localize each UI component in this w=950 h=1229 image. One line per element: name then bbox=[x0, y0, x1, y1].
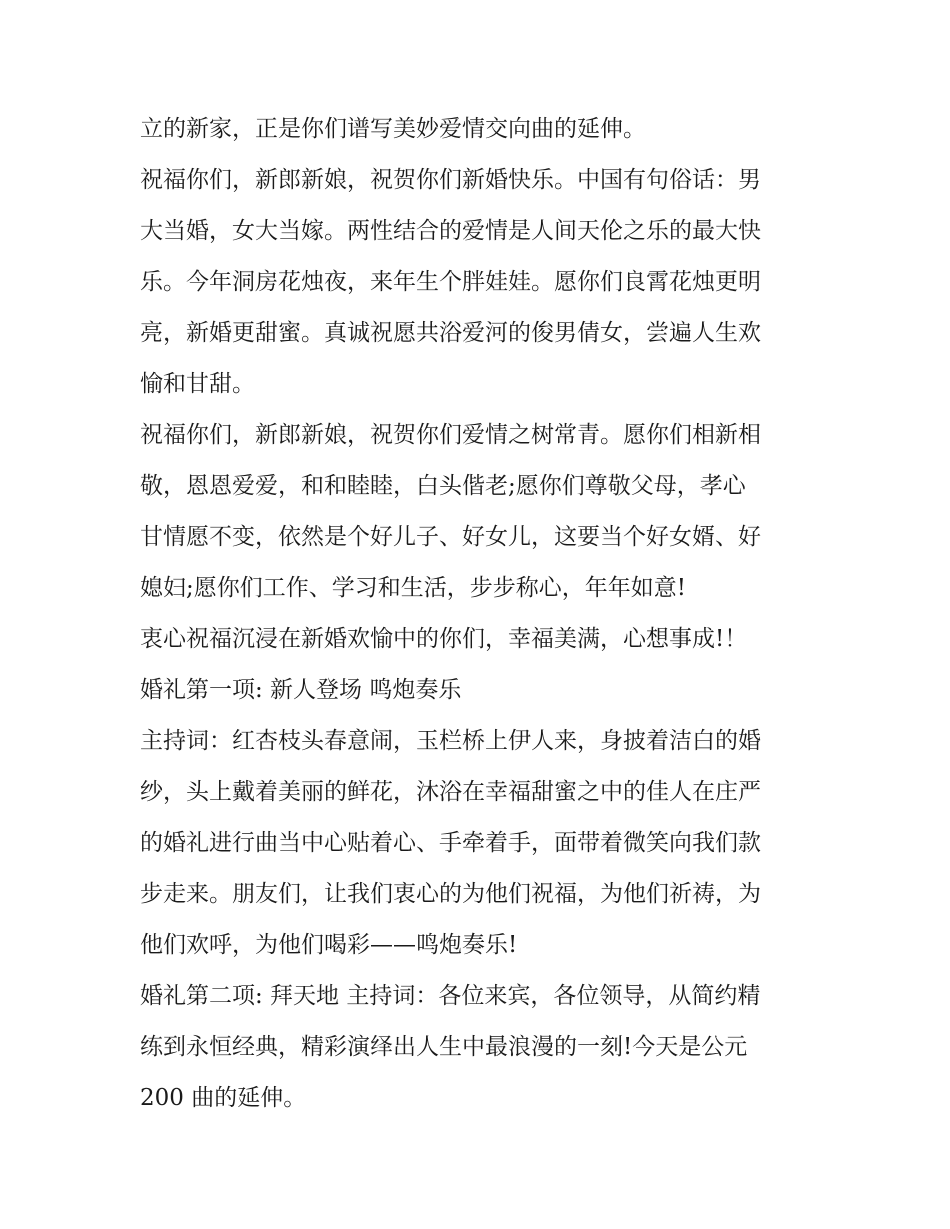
text-line: 祝福你们，新郎新娘，祝贺你们爱情之树常青。愿你们相新相 bbox=[140, 422, 761, 448]
text-line: 立的新家，正是你们谱写美妙爱情交向曲的延伸。 bbox=[140, 116, 646, 142]
text-line: 乐。今年洞房花烛夜，来年生个胖娃娃。愿你们良霄花烛更明 bbox=[140, 269, 761, 295]
section-heading: 婚礼第一项: 新人登场 鸣炮奏乐 bbox=[140, 677, 462, 703]
text-line: 亮，新婚更甜蜜。真诚祝愿共浴爱河的俊男倩女，尝遍人生欢 bbox=[140, 320, 761, 346]
text-line: 纱，头上戴着美丽的鲜花，沐浴在幸福甜蜜之中的佳人在庄严 bbox=[140, 779, 761, 805]
text-line: 衷心祝福沉浸在新婚欢愉中的你们，幸福美满，心想事成!！ bbox=[140, 626, 748, 652]
text-line: 甘情愿不变，依然是个好儿子、好女儿，这要当个好女婿、好 bbox=[140, 524, 761, 550]
text-line: 步走来。朋友们，让我们衷心的为他们祝福，为他们祈祷，为 bbox=[140, 881, 761, 907]
document-body bbox=[140, 104, 820, 1124]
text-line: 主持词：红杏枝头春意闹，玉栏桥上伊人来，身披着洁白的婚 bbox=[140, 728, 761, 754]
text-line: 媳妇;愿你们工作、学习和生活，步步称心，年年如意! bbox=[140, 575, 686, 601]
section-heading: 婚礼第二项: 拜天地 主持词：各位来宾，各位领导，从简约精 bbox=[140, 983, 761, 1009]
text-line: 愉和甘甜。 bbox=[140, 371, 255, 397]
text-line: 练到永恒经典，精彩演绎出人生中最浪漫的一刻!今天是公元 bbox=[140, 1034, 748, 1060]
text-line: 大当婚，女大当嫁。两性结合的爱情是人间天伦之乐的最大快 bbox=[140, 218, 761, 244]
text-line: 祝福你们，新郎新娘，祝贺你们新婚快乐。中国有句俗话：男 bbox=[140, 167, 761, 193]
text-line: 敬，恩恩爱爱，和和睦睦，白头偕老;愿你们尊敬父母，孝心 bbox=[140, 473, 746, 499]
text-line: 200 曲的延伸。 bbox=[140, 1085, 307, 1111]
text-line: 他们欢呼，为他们喝彩——鸣炮奏乐! bbox=[140, 932, 518, 958]
text-line: 的婚礼进行曲当中心贴着心、手牵着手，面带着微笑向我们款 bbox=[140, 830, 761, 856]
